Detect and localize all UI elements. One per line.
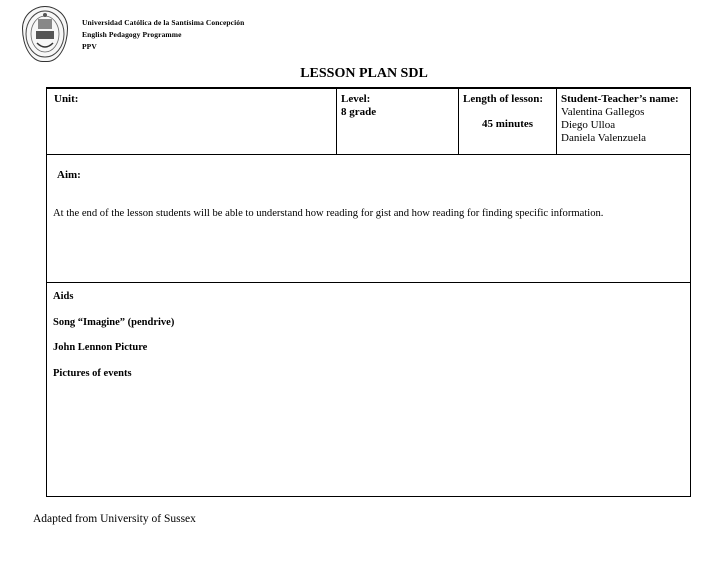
- footer-note: Adapted from University of Sussex: [33, 513, 196, 525]
- student-name: Daniela Valenzuela: [561, 132, 647, 144]
- aids-row: [47, 283, 690, 495]
- length-label: Length of lesson:: [463, 93, 544, 105]
- unit-label: Unit:: [54, 93, 79, 105]
- page-title-text: LESSON PLAN SDL: [300, 66, 428, 81]
- aids-heading: Aids: [53, 291, 74, 302]
- aim-label: Aim:: [57, 169, 81, 181]
- level-label: Level:: [341, 93, 371, 105]
- institution-name: Universidad Católica de la Santísima Concepción: [82, 18, 245, 27]
- length-cell: [459, 89, 557, 154]
- student-teacher-cell: [557, 89, 690, 154]
- student-teacher-label: Student-Teacher’s name:: [561, 93, 679, 105]
- seal-emblem-icon: [23, 7, 67, 61]
- page-title: [0, 66, 728, 82]
- unit-cell: [47, 89, 337, 154]
- info-row: [47, 89, 690, 155]
- programme-name: English Pedagogy Programme: [82, 30, 182, 39]
- aim-row: [47, 155, 690, 283]
- course-code: PPV: [82, 42, 97, 51]
- lesson-plan-table: [46, 87, 691, 497]
- aid-item: John Lennon Picture: [53, 342, 148, 353]
- level-cell: [337, 89, 459, 154]
- level-value: 8 grade: [341, 106, 377, 118]
- length-value: 45 minutes: [481, 118, 534, 130]
- student-name: Valentina Gallegos: [561, 106, 645, 118]
- aid-item: Pictures of events: [53, 368, 132, 379]
- student-name: Diego Ulloa: [561, 119, 616, 131]
- aid-item: Song “Imagine” (pendrive): [53, 317, 175, 328]
- institution-heading: [82, 17, 244, 53]
- aim-text: At the end of the lesson students will be able to understand how reading for gist and how reading for finding specific information.: [53, 208, 604, 219]
- university-seal-logo: [22, 6, 68, 62]
